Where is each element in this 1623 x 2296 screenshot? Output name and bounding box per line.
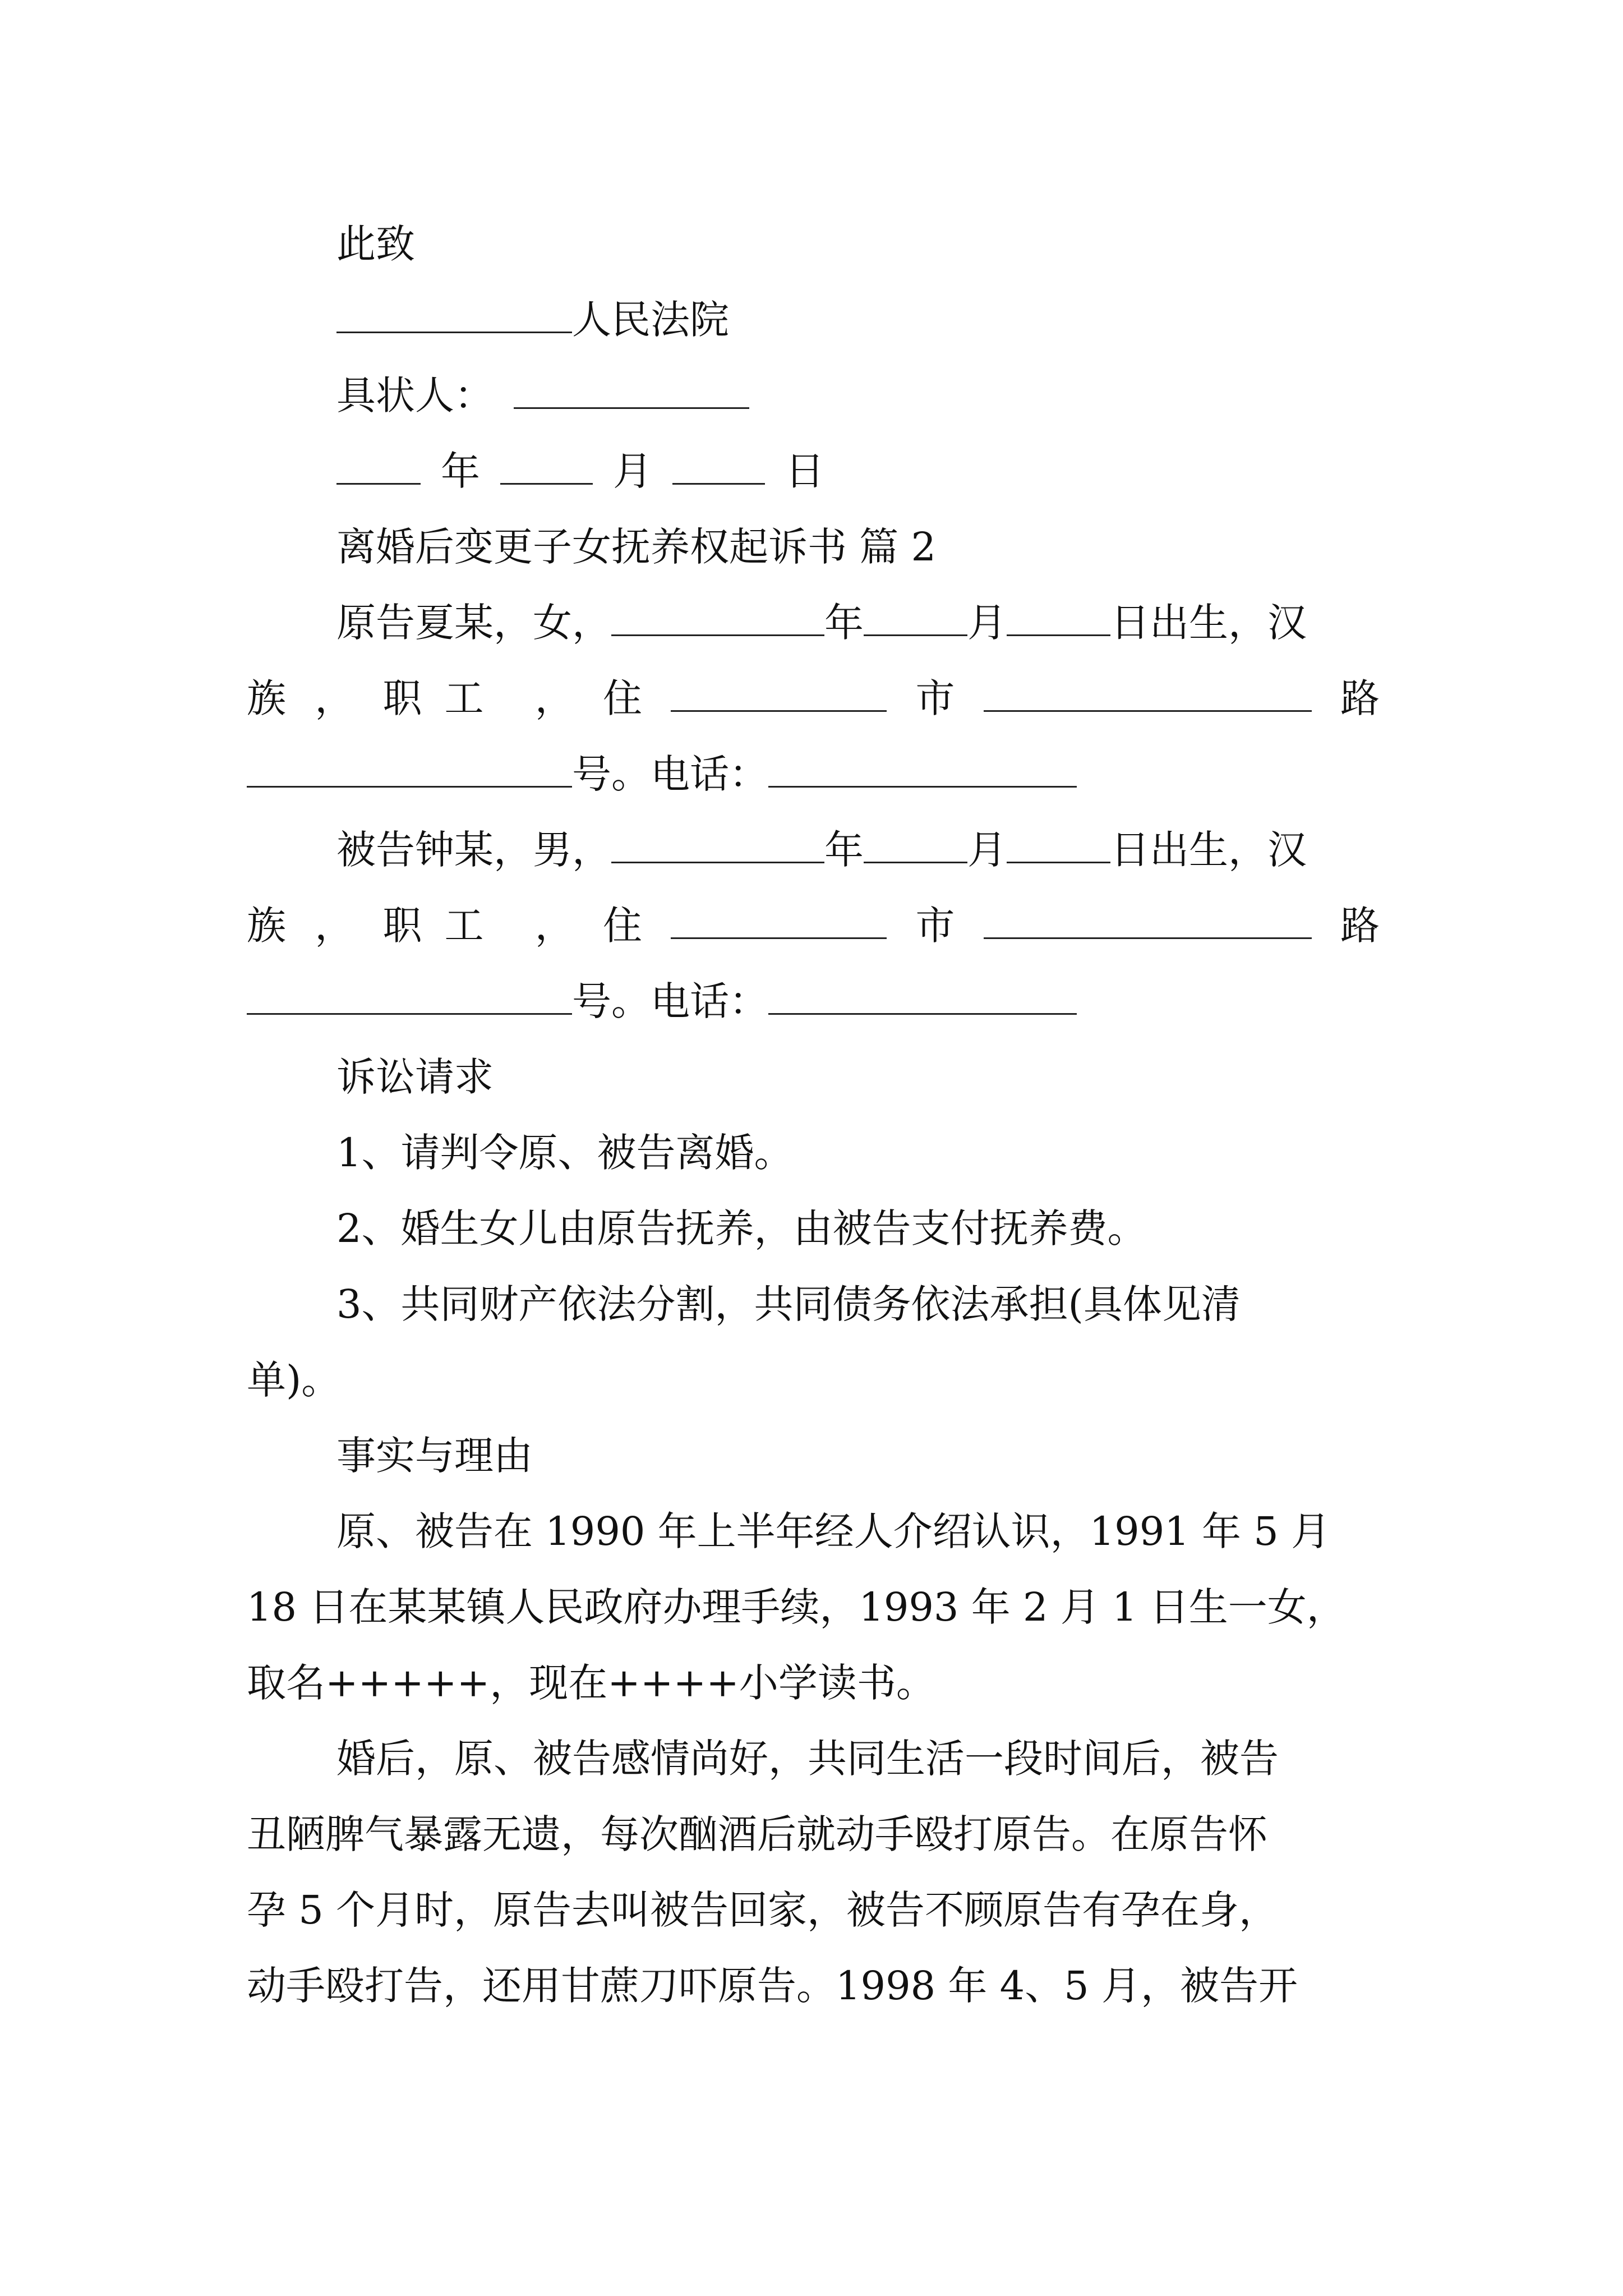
claim-item-3-line-2: 单)。 [247,1357,341,1403]
defendant-month: 月 [967,827,1007,873]
plaintiff-job: 职工 [382,675,506,721]
plaintiff-line-3 [247,746,1380,802]
defendant-job: 职工 [382,903,506,949]
defendant-number-blank [247,974,572,1015]
defendant-line-3 [247,973,1380,1029]
defendant-ethnic: 族 [247,903,286,949]
sign-label: 具状人： [336,372,494,418]
plaintiff-live: 住 [603,675,642,721]
day-blank [672,444,765,485]
plaintiff-month: 月 [967,600,1007,646]
facts-p1-line-2: 18 日在某某镇人民政府办理手续，1993 年 2 月 1 日生一女， [247,1584,1346,1630]
court-suffix: 人民法院 [572,297,729,343]
defendant-year: 年 [824,827,864,873]
plaintiff-line-2 [247,670,1380,726]
plaintiff-number-phone: 号。电话： [572,751,768,797]
facts-p1-line-3: 取名+++++，现在++++小学读书。 [247,1660,935,1706]
claim-item-1: 1、请判令原、被告离婚。 [336,1130,794,1176]
defendant-comma-1: ， [315,903,354,949]
defendant-road: 路 [1340,903,1380,949]
defendant-phone-blank [768,974,1077,1015]
plaintiff-sign-line [336,367,1380,424]
defendant-month-blank [864,822,967,863]
facts-p2-line-2: 丑陋脾气暴露无遗，每次酗酒后就动手殴打原告。在原告怀 [247,1811,1267,1857]
section-title: 离婚后变更子女抚养权起诉书 篇 2 [336,524,937,570]
plaintiff-name: 原告夏某，女， [336,600,611,646]
defendant-city: 市 [915,903,955,949]
defendant-live: 住 [603,903,642,949]
plaintiff-comma-2: ， [534,675,574,721]
facts-p2-line-1: 婚后，原、被告感情尚好，共同生活一段时间后，被告 [336,1736,1279,1782]
defendant-comma-2: ， [534,903,574,949]
year-blank [336,444,421,485]
plaintiff-day-blank [1007,595,1110,636]
plaintiff-comma-1: ， [315,675,354,721]
defendant-city-blank [671,898,887,939]
defendant-number-phone: 号。电话： [572,978,768,1024]
date-year: 年 [441,448,480,494]
plaintiff-year-blank [611,595,824,636]
facts-p2-line-4: 动手殴打告，还用甘蔗刀吓原告。1998 年 4、5 月，被告开 [247,1963,1298,2009]
claims-heading: 诉讼请求 [336,1054,494,1100]
month-blank [500,444,593,485]
facts-p1-line-1: 原、被告在 1990 年上半年经人介绍认识，1991 年 5 月 [336,1508,1331,1554]
plaintiff-year: 年 [824,600,864,646]
claim-item-2: 2、婚生女儿由原告抚养，由被告支付抚养费。 [336,1205,1147,1251]
plaintiff-city-blank [671,671,887,712]
plaintiff-road-blank [984,671,1312,712]
date-line [336,443,1380,499]
claim-item-3-line-1: 3、共同财产依法分割，共同债务依法承担(具体见清 [336,1281,1241,1327]
defendant-name: 被告钟某，男， [336,827,611,873]
plaintiff-ethnic: 族 [247,675,286,721]
plaintiff-number-blank [247,747,572,788]
plaintiff-line-1 [336,595,1380,651]
date-month: 月 [613,448,652,494]
facts-p2-line-3: 孕 5 个月时，原告去叫被告回家，被告不顾原告有孕在身， [247,1887,1279,1933]
salutation: 此致 [336,221,415,267]
defendant-road-blank [984,898,1312,939]
plaintiff-month-blank [864,595,967,636]
plaintiff-birth-ethnic: 日出生，汉 [1110,600,1307,646]
defendant-year-blank [611,822,824,863]
sign-blank [514,368,749,409]
plaintiff-road: 路 [1340,675,1380,721]
court-blank [336,292,572,333]
date-day: 日 [785,448,824,494]
court-line [336,292,1380,348]
defendant-line-1 [336,822,1380,878]
plaintiff-city: 市 [915,675,955,721]
defendant-line-2 [247,898,1380,954]
facts-heading: 事实与理由 [336,1433,533,1479]
defendant-birth-ethnic: 日出生，汉 [1110,827,1307,873]
defendant-day-blank [1007,822,1110,863]
plaintiff-phone-blank [768,747,1077,788]
